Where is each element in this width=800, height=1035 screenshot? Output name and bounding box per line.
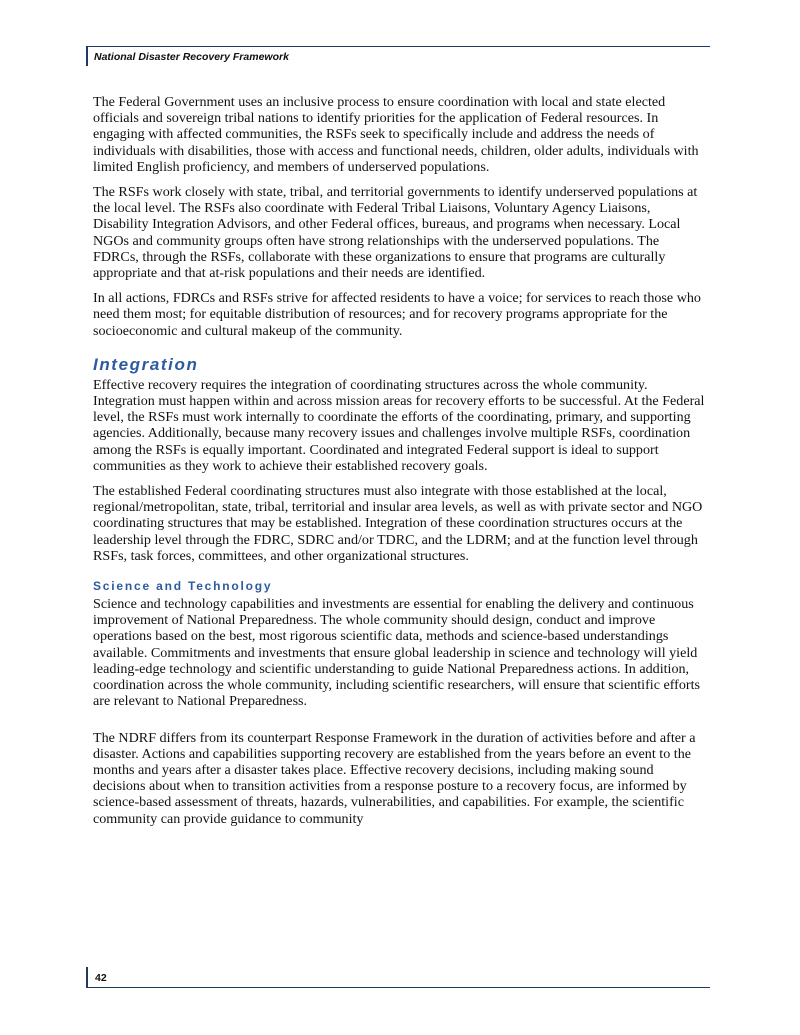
page-footer bbox=[86, 967, 710, 988]
paragraph-effective-recovery: Effective recovery requires the integration of coordinating structures across the whole community. Integration must happen within and across mission areas for recovery efforts to be successful. At the Federal level, the RSFs must work internally to coordinate the efforts of the coordinating, primary, and supporting agencies. Additionally, because many recovery issues and challenges involve multiple RSFs, coordination among the RSFs is equally important. Coordinated and integrated Federal support is ideal to support communities as they work to achieve their established recovery goals. bbox=[93, 376, 705, 474]
page-header bbox=[86, 46, 710, 66]
paragraph-all-actions: In all actions, FDRCs and RSFs strive for affected residents to have a voice; for services to reach those who need them most; for equitable distribution of resources; and for recovery programs appropriate for the socioeconomic and cultural makeup of the community. bbox=[93, 290, 701, 339]
page-number: 42 bbox=[95, 972, 107, 984]
paragraph-underserved-populations: The RSFs work closely with state, tribal, and territorial governments to identify underserved populations at the local level. The RSFs also coordinate with Federal Tribal Liaisons, Voluntary Agency Liaisons, Disability Integration Advisors, and other Federal offices, bureaus, and programs when necessary. Local NGOs and community groups often have strong relationships with the underserved populations. The FDRCs, through the RSFs, collaborate with these organizations to ensure that programs are culturally appropriate and that at-risk populations and their needs are identified. bbox=[93, 184, 698, 282]
heading-science-technology: Science and Technology bbox=[93, 579, 273, 594]
paragraph-ndrf-differs: The NDRF differs from its counterpart Response Framework in the duration of activities before and after a disaster. Actions and capabilities supporting recovery are established from the years before an event to the months and years after a disaster takes place. Effective recovery decisions, including making sound decisions about when to transition activities from a response posture to a recovery focus, are informed by science-based assessment of threats, hazards, vulnerabilities, and capabilities. For example, the scientific community can provide guidance to community bbox=[93, 729, 696, 827]
header-title: National Disaster Recovery Framework bbox=[94, 51, 289, 63]
paragraph-inclusive-process: The Federal Government uses an inclusive process to ensure coordination with local and state elected officials and sovereign tribal nations to identify priorities for the application of Federal resources. In engaging with affected communities, the RSFs seek to specifically include and address the needs of individuals with disabilities, those with access and functional needs, children, older adults, individuals with limited English proficiency, and members of underserved populations. bbox=[93, 94, 699, 175]
paragraph-science-capabilities: Science and technology capabilities and investments are essential for enabling the delivery and continuous improvement of National Preparedness. The whole community should design, conduct and improve operations based on the best, most rigorous scientific data, methods and science-based understandings available. Commitments and investments that ensure global leadership in science and technology will yield leading-edge technology and scientific understanding to guide National Preparedness actions. In addition, coordination across the whole community, including scientific researchers, will ensure that scientific efforts are relevant to National Preparedness. bbox=[93, 596, 701, 710]
heading-integration: Integration bbox=[93, 354, 199, 374]
page-body bbox=[93, 94, 708, 836]
paragraph-coordinating-structures: The established Federal coordinating structures must also integrate with those established at the local, regional/metropolitan, state, tribal, territorial and insular area levels, as well as with private sector and NGO coordinating structures that may be established. Integration of these coordination structures occurs at the leadership level through the FDRC, SDRC and/or TDRC, and the LDRM; and at the function level through RSFs, task forces, committees, and other organizational structures. bbox=[93, 483, 703, 564]
